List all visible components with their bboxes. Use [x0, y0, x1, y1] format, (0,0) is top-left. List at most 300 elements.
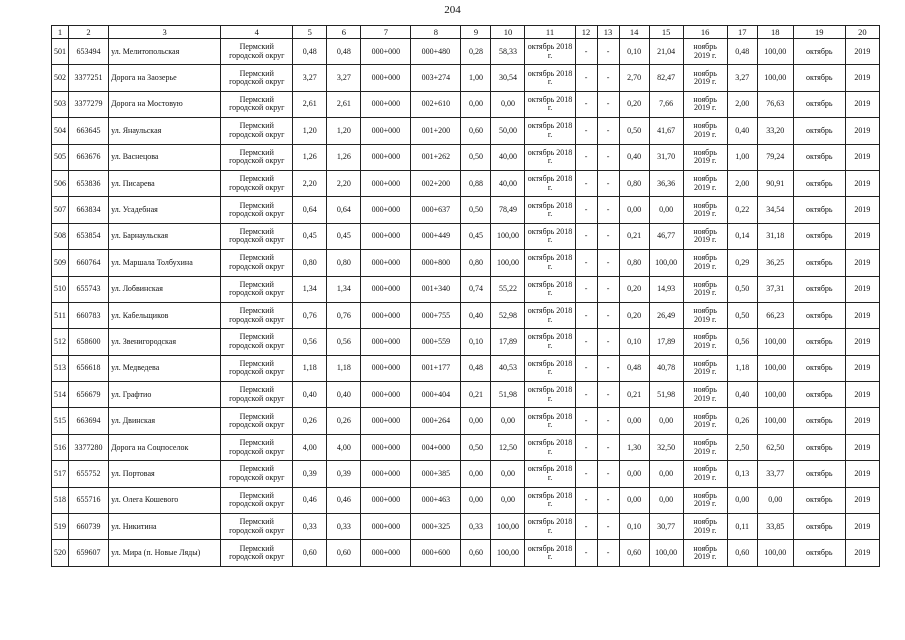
- table-cell: 000+000: [361, 434, 411, 460]
- table-cell: 1,18: [293, 355, 327, 381]
- table-cell: 663645: [69, 118, 109, 144]
- table-cell: 0,14: [727, 223, 757, 249]
- table-cell: 0,60: [327, 540, 361, 566]
- table-cell: 51,98: [491, 382, 525, 408]
- table-cell: 0,48: [293, 39, 327, 65]
- table-cell: Дорога на Мостовую: [109, 91, 221, 117]
- table-cell: Пермский городской округ: [221, 434, 293, 460]
- table-cell: Пермский городской округ: [221, 197, 293, 223]
- table-cell: 000+600: [411, 540, 461, 566]
- table-cell: 2,50: [727, 434, 757, 460]
- table-cell: 0,28: [461, 39, 491, 65]
- table-cell: -: [575, 329, 597, 355]
- column-header: 1: [52, 26, 69, 39]
- table-cell: 663676: [69, 144, 109, 170]
- table-row: [52, 118, 880, 144]
- column-header: 11: [525, 26, 575, 39]
- table-cell: Пермский городской округ: [221, 65, 293, 91]
- table-cell: 0,46: [293, 487, 327, 513]
- table-cell: ноябрь 2019 г.: [683, 434, 727, 460]
- table-cell: Пермский городской округ: [221, 382, 293, 408]
- table-cell: -: [575, 461, 597, 487]
- table-cell: -: [597, 461, 619, 487]
- table-cell: 3377280: [69, 434, 109, 460]
- table-row: [52, 434, 880, 460]
- table-cell: 003+274: [411, 65, 461, 91]
- table-cell: 655752: [69, 461, 109, 487]
- table-cell: 52,98: [491, 302, 525, 328]
- table-cell: 0,00: [491, 91, 525, 117]
- table-cell: октябрь: [793, 39, 845, 65]
- column-header: 16: [683, 26, 727, 39]
- table-cell: 36,25: [757, 250, 793, 276]
- table-cell: 0,45: [293, 223, 327, 249]
- table-cell: 0,64: [327, 197, 361, 223]
- table-cell: Пермский городской округ: [221, 118, 293, 144]
- table-cell: 0,50: [461, 434, 491, 460]
- table-cell: 517: [52, 461, 69, 487]
- table-cell: 0,26: [327, 408, 361, 434]
- table-cell: 0,40: [327, 382, 361, 408]
- table-cell: 004+000: [411, 434, 461, 460]
- table-cell: 0,64: [293, 197, 327, 223]
- table-cell: 2019: [845, 461, 879, 487]
- table-cell: 1,20: [293, 118, 327, 144]
- table-cell: Пермский городской округ: [221, 329, 293, 355]
- table-cell: 660739: [69, 514, 109, 540]
- table-cell: 000+000: [361, 250, 411, 276]
- table-cell: 0,10: [461, 329, 491, 355]
- table-cell: 2019: [845, 487, 879, 513]
- table-cell: 2019: [845, 302, 879, 328]
- table-cell: 26,49: [649, 302, 683, 328]
- table-cell: 17,89: [491, 329, 525, 355]
- table-cell: 0,56: [293, 329, 327, 355]
- table-cell: 0,20: [619, 276, 649, 302]
- table-row: [52, 514, 880, 540]
- table-cell: 12,50: [491, 434, 525, 460]
- table-cell: октябрь 2018 г.: [525, 461, 575, 487]
- table-cell: ноябрь 2019 г.: [683, 276, 727, 302]
- table-cell: ул. Лобвинская: [109, 276, 221, 302]
- column-header: 4: [221, 26, 293, 39]
- table-cell: -: [575, 144, 597, 170]
- table-cell: 66,23: [757, 302, 793, 328]
- roads-table: [51, 25, 880, 567]
- table-cell: 100,00: [757, 540, 793, 566]
- table-cell: октябрь 2018 г.: [525, 382, 575, 408]
- table-row: [52, 329, 880, 355]
- table-cell: 40,00: [491, 170, 525, 196]
- table-cell: 32,50: [649, 434, 683, 460]
- table-row: [52, 250, 880, 276]
- table-cell: Пермский городской округ: [221, 170, 293, 196]
- table-cell: Пермский городской округ: [221, 408, 293, 434]
- table-row: [52, 223, 880, 249]
- table-row: [52, 540, 880, 566]
- table-cell: 2019: [845, 144, 879, 170]
- table-cell: 2019: [845, 276, 879, 302]
- table-cell: -: [575, 250, 597, 276]
- table-cell: 000+325: [411, 514, 461, 540]
- column-header: 19: [793, 26, 845, 39]
- table-cell: 000+000: [361, 39, 411, 65]
- table-cell: Пермский городской округ: [221, 487, 293, 513]
- table-cell: Пермский городской округ: [221, 144, 293, 170]
- table-cell: 0,00: [461, 408, 491, 434]
- table-cell: 0,33: [293, 514, 327, 540]
- table-cell: 000+755: [411, 302, 461, 328]
- table-cell: 0,20: [619, 91, 649, 117]
- table-cell: -: [575, 91, 597, 117]
- table-cell: октябрь: [793, 540, 845, 566]
- table-cell: 2,00: [727, 91, 757, 117]
- table-cell: 0,48: [461, 355, 491, 381]
- table-cell: 000+000: [361, 197, 411, 223]
- table-cell: 2019: [845, 434, 879, 460]
- table-cell: 90,91: [757, 170, 793, 196]
- table-cell: 1,20: [327, 118, 361, 144]
- table-cell: 000+000: [361, 487, 411, 513]
- table-cell: ул. Усадебная: [109, 197, 221, 223]
- table-cell: 0,00: [491, 461, 525, 487]
- table-cell: 0,50: [619, 118, 649, 144]
- table-cell: октябрь: [793, 514, 845, 540]
- table-cell: 513: [52, 355, 69, 381]
- table-cell: -: [575, 434, 597, 460]
- column-header: 2: [69, 26, 109, 39]
- table-row: [52, 170, 880, 196]
- table-cell: октябрь 2018 г.: [525, 250, 575, 276]
- table-cell: -: [597, 223, 619, 249]
- table-cell: 0,50: [461, 144, 491, 170]
- table-cell: -: [597, 91, 619, 117]
- column-header: 7: [361, 26, 411, 39]
- table-cell: 000+449: [411, 223, 461, 249]
- table-cell: 1,30: [619, 434, 649, 460]
- table-cell: 0,50: [727, 302, 757, 328]
- table-cell: ул. Васнецова: [109, 144, 221, 170]
- table-cell: октябрь: [793, 434, 845, 460]
- table-cell: 0,22: [727, 197, 757, 223]
- table-cell: 30,77: [649, 514, 683, 540]
- table-cell: ноябрь 2019 г.: [683, 91, 727, 117]
- table-cell: 2,70: [619, 65, 649, 91]
- table-cell: 0,10: [619, 39, 649, 65]
- table-cell: октябрь 2018 г.: [525, 514, 575, 540]
- table-cell: 0,00: [649, 461, 683, 487]
- table-cell: ноябрь 2019 г.: [683, 118, 727, 144]
- table-cell: 000+404: [411, 382, 461, 408]
- table-row: [52, 355, 880, 381]
- table-cell: -: [575, 382, 597, 408]
- table-cell: Пермский городской округ: [221, 514, 293, 540]
- column-header: 20: [845, 26, 879, 39]
- table-cell: 0,00: [619, 408, 649, 434]
- table-cell: октябрь 2018 г.: [525, 329, 575, 355]
- table-cell: -: [597, 329, 619, 355]
- column-header: 5: [293, 26, 327, 39]
- table-cell: -: [575, 514, 597, 540]
- table-cell: 0,60: [727, 540, 757, 566]
- table-cell: октябрь: [793, 487, 845, 513]
- table-body: [52, 39, 880, 567]
- table-cell: 516: [52, 434, 69, 460]
- table-cell: 002+200: [411, 170, 461, 196]
- table-cell: 000+000: [361, 170, 411, 196]
- table-cell: октябрь: [793, 65, 845, 91]
- table-cell: 4,00: [293, 434, 327, 460]
- table-cell: 0,80: [619, 170, 649, 196]
- table-cell: 0,60: [619, 540, 649, 566]
- table-cell: 33,20: [757, 118, 793, 144]
- table-cell: 37,31: [757, 276, 793, 302]
- table-cell: 000+000: [361, 540, 411, 566]
- table-cell: октябрь 2018 г.: [525, 434, 575, 460]
- table-cell: 0,00: [491, 487, 525, 513]
- table-cell: 1,34: [293, 276, 327, 302]
- table-cell: 0,00: [461, 487, 491, 513]
- table-cell: Пермский городской округ: [221, 302, 293, 328]
- table-cell: ноябрь 2019 г.: [683, 197, 727, 223]
- table-cell: 33,77: [757, 461, 793, 487]
- table-cell: октябрь 2018 г.: [525, 170, 575, 196]
- table-cell: 2019: [845, 223, 879, 249]
- table-cell: 0,56: [327, 329, 361, 355]
- table-cell: 512: [52, 329, 69, 355]
- table-cell: 0,48: [327, 39, 361, 65]
- table-cell: 100,00: [757, 355, 793, 381]
- table-cell: Пермский городской округ: [221, 91, 293, 117]
- table-cell: ноябрь 2019 г.: [683, 540, 727, 566]
- table-cell: 78,49: [491, 197, 525, 223]
- table-header-row: [52, 26, 880, 39]
- table-cell: 1,26: [327, 144, 361, 170]
- table-cell: 0,76: [293, 302, 327, 328]
- column-header: 6: [327, 26, 361, 39]
- table-cell: 100,00: [757, 65, 793, 91]
- table-cell: -: [575, 408, 597, 434]
- column-header: 13: [597, 26, 619, 39]
- table-cell: октябрь: [793, 250, 845, 276]
- table-cell: ноябрь 2019 г.: [683, 39, 727, 65]
- table-cell: ноябрь 2019 г.: [683, 223, 727, 249]
- table-cell: 000+000: [361, 382, 411, 408]
- table-cell: 0,21: [461, 382, 491, 408]
- table-cell: октябрь 2018 г.: [525, 144, 575, 170]
- table-cell: 36,36: [649, 170, 683, 196]
- table-cell: ул. Маршала Толбухина: [109, 250, 221, 276]
- table-cell: 000+000: [361, 65, 411, 91]
- table-cell: 002+610: [411, 91, 461, 117]
- table-cell: 515: [52, 408, 69, 434]
- table-cell: 514: [52, 382, 69, 408]
- table-cell: 14,93: [649, 276, 683, 302]
- table-cell: октябрь 2018 г.: [525, 276, 575, 302]
- table-cell: 000+000: [361, 302, 411, 328]
- table-cell: 0,26: [293, 408, 327, 434]
- table-cell: 000+637: [411, 197, 461, 223]
- table-cell: 62,50: [757, 434, 793, 460]
- table-cell: 100,00: [649, 540, 683, 566]
- table-cell: октябрь 2018 г.: [525, 223, 575, 249]
- table-cell: октябрь: [793, 118, 845, 144]
- table-cell: -: [597, 250, 619, 276]
- table-cell: ул. Портовая: [109, 461, 221, 487]
- table-row: [52, 408, 880, 434]
- table-cell: ноябрь 2019 г.: [683, 487, 727, 513]
- table-cell: 656618: [69, 355, 109, 381]
- table-cell: 0,00: [757, 487, 793, 513]
- table-cell: 001+262: [411, 144, 461, 170]
- table-cell: 504: [52, 118, 69, 144]
- table-cell: ноябрь 2019 г.: [683, 302, 727, 328]
- table-cell: -: [597, 382, 619, 408]
- table-cell: -: [575, 540, 597, 566]
- table-cell: 000+000: [361, 91, 411, 117]
- table-cell: 2,61: [327, 91, 361, 117]
- table-cell: 41,67: [649, 118, 683, 144]
- table-cell: 503: [52, 91, 69, 117]
- table-cell: 663694: [69, 408, 109, 434]
- table-cell: 31,70: [649, 144, 683, 170]
- table-cell: 501: [52, 39, 69, 65]
- table-cell: 100,00: [491, 540, 525, 566]
- table-cell: -: [575, 223, 597, 249]
- table-row: [52, 91, 880, 117]
- table-cell: -: [597, 144, 619, 170]
- table-cell: 7,66: [649, 91, 683, 117]
- table-cell: 518: [52, 487, 69, 513]
- table-row: [52, 65, 880, 91]
- table-cell: 3377279: [69, 91, 109, 117]
- table-cell: 3,27: [293, 65, 327, 91]
- table-cell: -: [575, 302, 597, 328]
- table-cell: ноябрь 2019 г.: [683, 65, 727, 91]
- table-cell: октябрь: [793, 144, 845, 170]
- table-cell: 0,33: [327, 514, 361, 540]
- table-cell: 2019: [845, 250, 879, 276]
- table-cell: 58,33: [491, 39, 525, 65]
- table-cell: 663834: [69, 197, 109, 223]
- table-cell: 82,47: [649, 65, 683, 91]
- table-cell: 0,00: [649, 197, 683, 223]
- table-cell: -: [597, 514, 619, 540]
- table-cell: ул. Олега Кошевого: [109, 487, 221, 513]
- table-cell: октябрь 2018 г.: [525, 118, 575, 144]
- table-cell: 0,48: [619, 355, 649, 381]
- table-cell: 0,80: [293, 250, 327, 276]
- table-cell: октябрь: [793, 197, 845, 223]
- table-cell: ул. Янаульская: [109, 118, 221, 144]
- table-cell: 0,46: [327, 487, 361, 513]
- table-cell: 100,00: [757, 382, 793, 408]
- table-cell: 100,00: [757, 408, 793, 434]
- table-cell: 0,29: [727, 250, 757, 276]
- table-cell: 507: [52, 197, 69, 223]
- table-cell: 000+000: [361, 223, 411, 249]
- table-cell: 0,33: [461, 514, 491, 540]
- table-cell: ул. Двинская: [109, 408, 221, 434]
- table-cell: -: [575, 65, 597, 91]
- table-cell: -: [575, 39, 597, 65]
- table-cell: 100,00: [491, 250, 525, 276]
- table-cell: октябрь: [793, 408, 845, 434]
- table-cell: 100,00: [491, 514, 525, 540]
- table-cell: 511: [52, 302, 69, 328]
- table-cell: ул. Писарева: [109, 170, 221, 196]
- table-cell: октябрь: [793, 223, 845, 249]
- table-cell: 0,20: [619, 302, 649, 328]
- table-cell: -: [575, 197, 597, 223]
- table-cell: 655743: [69, 276, 109, 302]
- table-cell: Дорога на Соцпоселок: [109, 434, 221, 460]
- table-cell: 510: [52, 276, 69, 302]
- table-cell: ноябрь 2019 г.: [683, 355, 727, 381]
- table-cell: 660783: [69, 302, 109, 328]
- table-cell: 34,54: [757, 197, 793, 223]
- table-cell: 0,00: [727, 487, 757, 513]
- table-cell: октябрь: [793, 382, 845, 408]
- table-cell: 2019: [845, 329, 879, 355]
- table-cell: октябрь 2018 г.: [525, 540, 575, 566]
- table-cell: 31,18: [757, 223, 793, 249]
- table-cell: 51,98: [649, 382, 683, 408]
- table-cell: 0,00: [649, 487, 683, 513]
- table-cell: октябрь: [793, 276, 845, 302]
- table-cell: -: [597, 434, 619, 460]
- table-cell: октябрь: [793, 302, 845, 328]
- table-cell: 1,18: [327, 355, 361, 381]
- table-cell: 100,00: [491, 223, 525, 249]
- table-cell: 1,00: [461, 65, 491, 91]
- table-cell: -: [597, 39, 619, 65]
- table-cell: -: [597, 118, 619, 144]
- table-cell: -: [597, 540, 619, 566]
- table-cell: ноябрь 2019 г.: [683, 514, 727, 540]
- table-cell: 653836: [69, 170, 109, 196]
- table-cell: 2,20: [327, 170, 361, 196]
- table-cell: 000+000: [361, 514, 411, 540]
- table-cell: 0,80: [461, 250, 491, 276]
- table-cell: Пермский городской округ: [221, 250, 293, 276]
- table-cell: октябрь 2018 г.: [525, 65, 575, 91]
- table-cell: 3,27: [327, 65, 361, 91]
- table-cell: Пермский городской округ: [221, 540, 293, 566]
- table-cell: 1,26: [293, 144, 327, 170]
- table-cell: октябрь 2018 г.: [525, 91, 575, 117]
- table-cell: 509: [52, 250, 69, 276]
- table-cell: 50,00: [491, 118, 525, 144]
- table-cell: 0,48: [727, 39, 757, 65]
- table-cell: октябрь: [793, 461, 845, 487]
- table-cell: 0,50: [461, 197, 491, 223]
- table-cell: 21,04: [649, 39, 683, 65]
- table-cell: 656679: [69, 382, 109, 408]
- table-cell: 653854: [69, 223, 109, 249]
- table-cell: 33,85: [757, 514, 793, 540]
- table-cell: 2019: [845, 514, 879, 540]
- table-cell: ноябрь 2019 г.: [683, 408, 727, 434]
- table-cell: октябрь 2018 г.: [525, 302, 575, 328]
- table-row: [52, 382, 880, 408]
- table-cell: -: [597, 276, 619, 302]
- table-cell: 000+463: [411, 487, 461, 513]
- table-cell: -: [575, 170, 597, 196]
- table-cell: ул. Барнаульская: [109, 223, 221, 249]
- table-cell: 655716: [69, 487, 109, 513]
- column-header: 14: [619, 26, 649, 39]
